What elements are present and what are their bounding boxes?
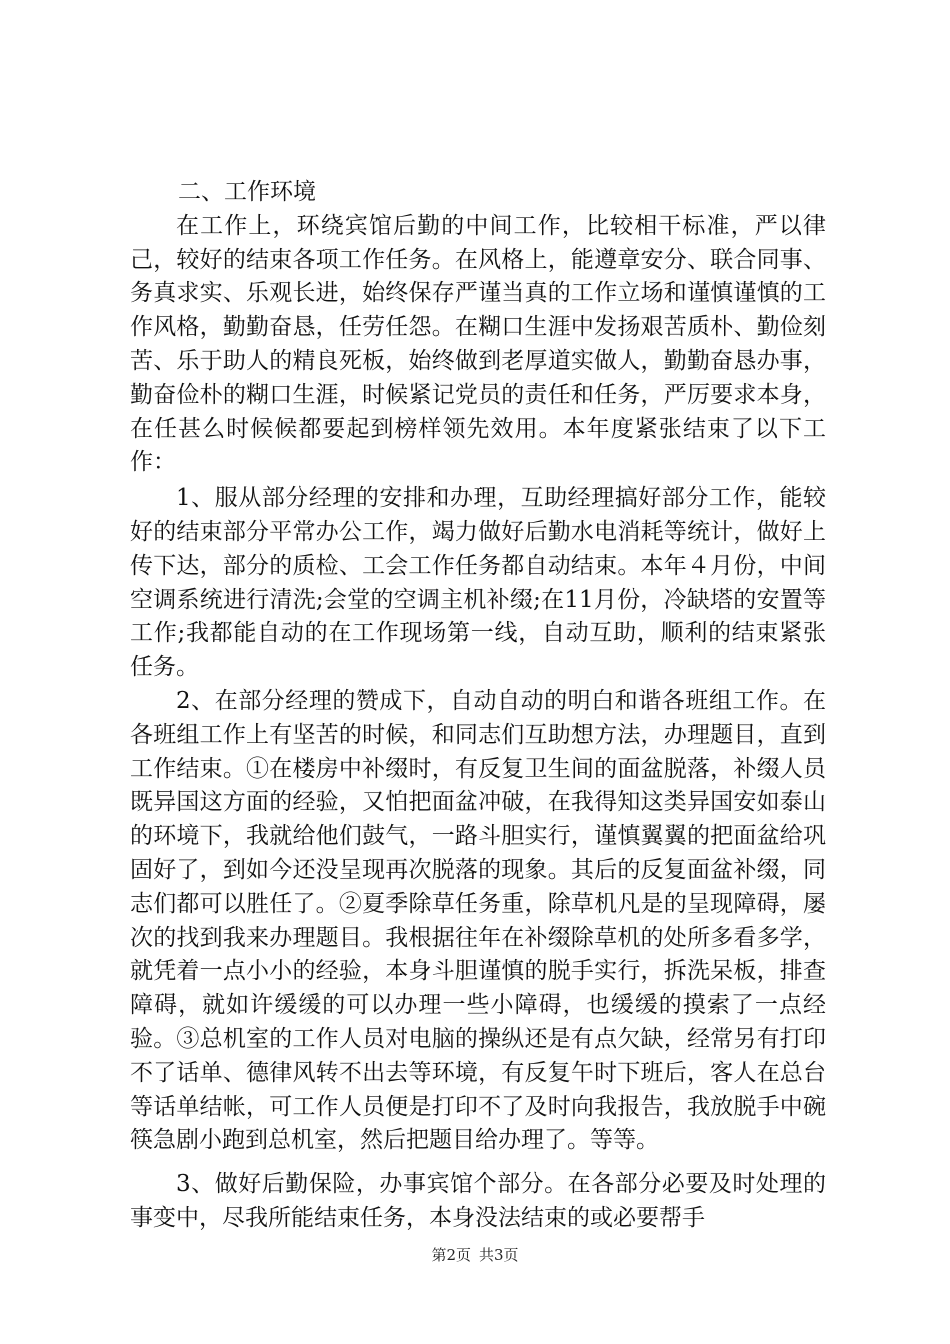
page-footer <box>0 1244 950 1265</box>
paragraph-item-3: 3、做好后勤保险，办事宾馆个部分。在各部分必要及时处理的事变中，尽我所能结束任务，本身没法结束的或必要帮手 <box>130 1171 826 1231</box>
page-number: 第2页 <box>431 1246 471 1264</box>
page-total: 共3页 <box>479 1246 519 1264</box>
document-body <box>130 176 826 1236</box>
paragraph-item-1: 1、服从部分经理的安排和办理，互助经理搞好部分工作，能较好的结束部分平常办公工作，竭力做好后勤水电消耗等统计，做好上传下达，部分的质检、工会工作任务都自动结束。本年４月份，中间空调系统进行清洗;会堂的空调主机补缀;在11月份，冷缺塔的安置等工作;我都能自动的在工作现场第一线，自动互助，顺利的结束紧张任务。 <box>130 485 826 681</box>
section-heading: 二、工作环境 <box>178 179 316 205</box>
paragraph-item-2: 2、在部分经理的赞成下，自动自动的明白和谐各班组工作。在各班组工作上有坚苦的时候，和同志们互助想方法，办理题目，直到工作结束。①在楼房中补缀时，有反复卫生间的面盆脱落，补缀人员既异国这方面的经验，又怕把面盆冲破，在我得知这类异国安如泰山的环境下，我就给他们鼓气，一路斗胆实行，谨慎翼翼的把面盆给巩固好了，到如今还没呈现再次脱落的现象。其后的反复面盆补缀，同志们都可以胜任了。②夏季除草任务重，除草机凡是的呈现障碍，屡次的找到我来办理题目。我根据往年在补缀除草机的处所多看多学，就凭着一点小小的经验，本身斗胆谨慎的脱手实行，拆洗呆板，排查障碍，就如许缓缓的可以办理一些小障碍，也缓缓的摸索了一点经验。③总机室的工作人员对电脑的操纵还是有点欠缺，经常另有打印不了话单、德律风转不出去等环境，有反复午时下班后，客人在总台等话单结帐，可工作人员便是打印不了及时向我报告，我放脱手中碗筷急剧小跑到总机室，然后把题目给办理了。等等。 <box>130 687 826 1154</box>
paragraph-intro: 在工作上，环绕宾馆后勤的中间工作，比较相干标准，严以律己，较好的结束各项工作任务。在风格上，能遵章安分、联合同事、务真求实、乐观长进，始终保存严谨当真的工作立场和谨慎谨慎的工作风格，勤勤奋恳，任劳任怨。在糊口生涯中发扬艰苦质朴、勤俭刻苦、乐于助人的精良死板，始终做到老厚道实做人，勤勤奋恳办事，勤奋俭朴的糊口生涯，时候紧记党员的责任和任务，严厉要求本身，在任甚么时候候都要起到榜样领先效用。本年度紧张结束了以下工作： <box>130 212 826 476</box>
